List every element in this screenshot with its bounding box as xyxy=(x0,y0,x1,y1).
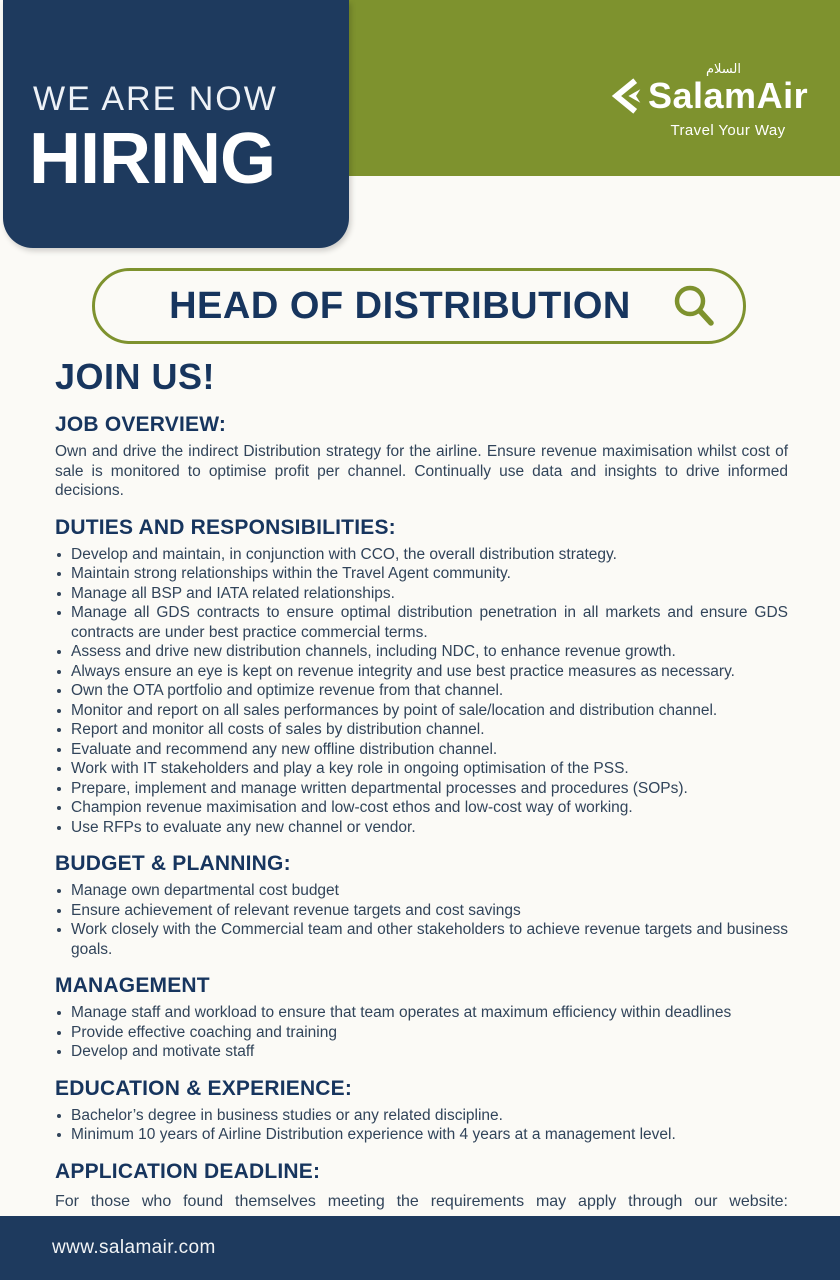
list-item: Manage all GDS contracts to ensure optimal distribution penetration in all markets and ensure GDS contracts are under best practice commercial terms. xyxy=(55,603,788,642)
bullet-dot-icon xyxy=(57,1114,61,1118)
section-management xyxy=(55,974,788,1062)
hero-line1: WE ARE NOW xyxy=(33,80,278,118)
section-education xyxy=(55,1077,788,1145)
footer-bar xyxy=(0,1216,840,1280)
bullet-dot-icon xyxy=(57,1011,61,1015)
footer-website: www.salamair.com xyxy=(52,1237,216,1258)
budget-list xyxy=(55,881,788,959)
bullet-dot-icon xyxy=(57,1050,61,1054)
education-heading: EDUCATION & EXPERIENCE: xyxy=(55,1076,353,1100)
list-item: Own the OTA portfolio and optimize revenue from that channel. xyxy=(55,681,788,701)
brand-name: SalamAir xyxy=(648,75,809,116)
duties-heading: DUTIES AND RESPONSIBILITIES: xyxy=(55,515,396,539)
list-item: Evaluate and recommend any new offline distribution channel. xyxy=(55,740,788,760)
bullet-dot-icon xyxy=(57,889,61,893)
list-item: Develop and motivate staff xyxy=(55,1042,788,1062)
brand-banner xyxy=(346,0,840,176)
bullet-dot-icon xyxy=(57,728,61,732)
list-item: Assess and drive new distribution channels, including NDC, to enhance revenue growth. xyxy=(55,642,788,662)
section-duties xyxy=(55,516,788,838)
section-budget xyxy=(55,852,788,959)
education-list xyxy=(55,1106,788,1145)
bullet-dot-icon xyxy=(57,709,61,713)
list-item: Ensure achievement of relevant revenue targets and cost savings xyxy=(55,901,788,921)
bullet-dot-icon xyxy=(57,611,61,615)
bullet-dot-icon xyxy=(57,1133,61,1137)
bullet-dot-icon xyxy=(57,826,61,830)
search-icon[interactable] xyxy=(671,283,717,329)
deadline-heading: APPLICATION DEADLINE: xyxy=(55,1159,321,1183)
list-item: Prepare, implement and manage written departmental processes and procedures (SOPs). xyxy=(55,779,788,799)
list-item: Report and monitor all costs of sales by distribution channel. xyxy=(55,720,788,740)
bullet-dot-icon xyxy=(57,1031,61,1035)
list-item: Champion revenue maximisation and low-cost ethos and low-cost way of working. xyxy=(55,798,788,818)
main-content xyxy=(55,356,788,1243)
list-item: Monitor and report on all sales performances by point of sale/location and distribution channel. xyxy=(55,701,788,721)
list-item: Develop and maintain, in conjunction with CCO, the overall distribution strategy. xyxy=(55,545,788,565)
duties-list xyxy=(55,545,788,838)
management-heading: MANAGEMENT xyxy=(55,974,210,997)
management-list xyxy=(55,1003,788,1062)
bullet-dot-icon xyxy=(57,650,61,654)
bullet-dot-icon xyxy=(57,767,61,771)
bullet-dot-icon xyxy=(57,553,61,557)
join-us-title: JOIN US! xyxy=(55,356,216,397)
salamair-logo xyxy=(608,62,809,116)
list-item: Bachelor’s degree in business studies or any related discipline. xyxy=(55,1106,788,1126)
brand-arrow-icon xyxy=(608,76,642,116)
bullet-dot-icon xyxy=(57,670,61,674)
section-overview xyxy=(55,413,788,501)
deadline-text-before: For those who found themselves meeting the requirements may apply through our website: xyxy=(55,1192,788,1210)
list-item: Always ensure an eye is kept on revenue integrity and use best practice measures as necessary. xyxy=(55,662,788,682)
bullet-dot-icon xyxy=(57,928,61,932)
list-item: Work closely with the Commercial team and other stakeholders to achieve revenue targets and business goals. xyxy=(55,920,788,959)
bullet-dot-icon xyxy=(57,748,61,752)
bullet-dot-icon xyxy=(57,787,61,791)
list-item: Maintain strong relationships within the Travel Agent community. xyxy=(55,564,788,584)
bullet-dot-icon xyxy=(57,689,61,693)
bullet-dot-icon xyxy=(57,909,61,913)
brand-wordmark-wrap xyxy=(648,62,809,116)
list-item: Manage all BSP and IATA related relationships. xyxy=(55,584,788,604)
job-title-search-pill[interactable] xyxy=(92,268,746,344)
list-item: Work with IT stakeholders and play a key role in ongoing optimisation of the PSS. xyxy=(55,759,788,779)
bullet-dot-icon xyxy=(57,592,61,596)
hero-line2: HIRING xyxy=(29,119,275,199)
hiring-hero-block xyxy=(3,0,349,248)
job-title: HEAD OF DISTRIBUTION xyxy=(169,284,631,327)
list-item: Minimum 10 years of Airline Distribution experience with 4 years at a management level. xyxy=(55,1125,788,1145)
overview-heading: JOB OVERVIEW: xyxy=(55,413,227,436)
overview-text: Own and drive the indirect Distribution strategy for the airline. Ensure revenue maximisation whilst cost of sale is monitored to optimise profit per channel. Continually use data and insights to drive informed decisions. xyxy=(55,443,788,499)
brand-arabic-script: السلام xyxy=(706,62,741,77)
list-item: Provide effective coaching and training xyxy=(55,1023,788,1043)
list-item: Use RFPs to evaluate any new channel or vendor. xyxy=(55,818,788,838)
list-item: Manage staff and workload to ensure that team operates at maximum efficiency within deadlines xyxy=(55,1003,788,1023)
bullet-dot-icon xyxy=(57,806,61,810)
budget-heading: BUDGET & PLANNING: xyxy=(55,852,291,875)
bullet-dot-icon xyxy=(57,572,61,576)
brand-tagline: Travel Your Way xyxy=(670,122,786,139)
list-item: Manage own departmental cost budget xyxy=(55,881,788,901)
